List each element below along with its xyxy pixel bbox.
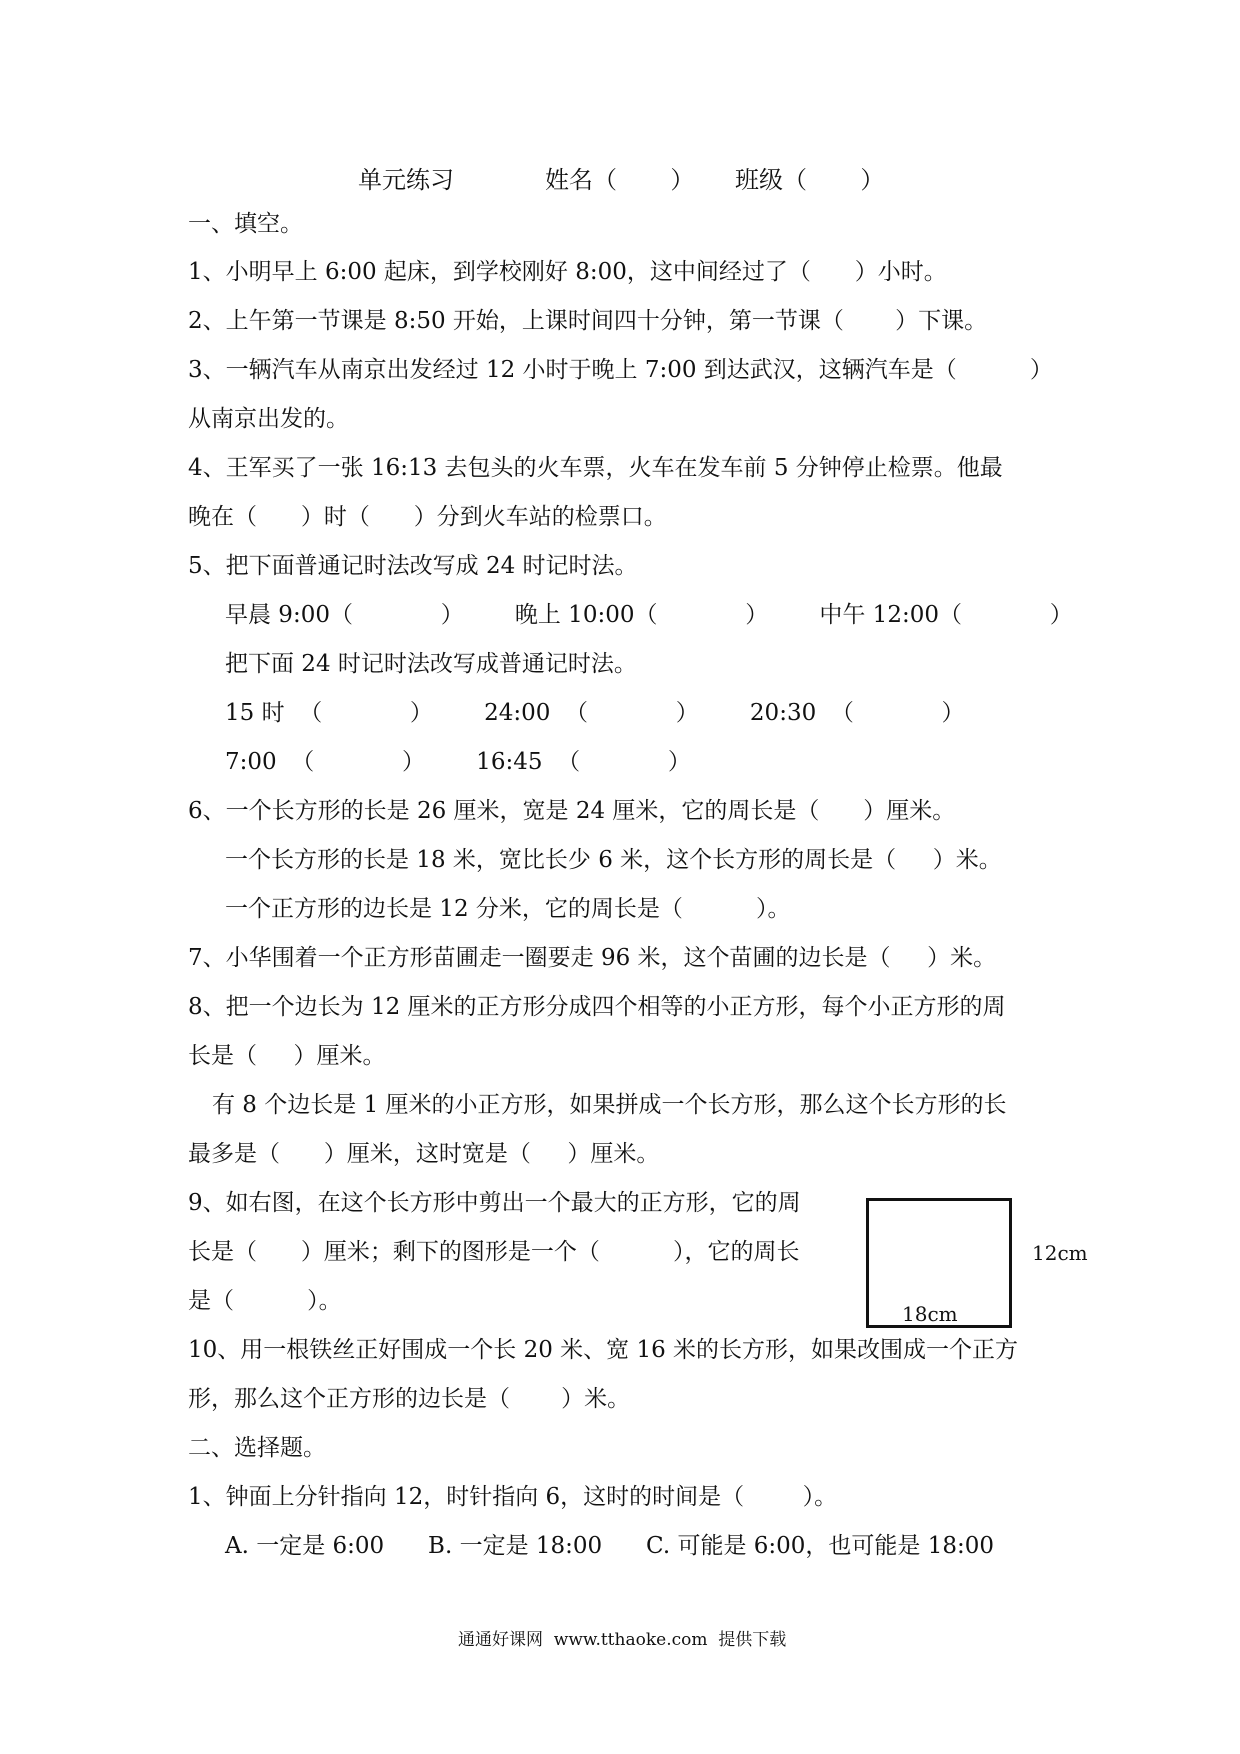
question-8b-line-1: 有 8 个边长是 1 厘米的小正方形，如果拼成一个长方形，那么这个长方形的长 xyxy=(212,1092,1007,1118)
choice-question-1-options: A. 一定是 6:00 B. 一定是 18:00 C. 可能是 6:00，也可能是 18:00 xyxy=(225,1533,994,1559)
question-10-line-1: 10、用一根铁丝正好围成一个长 20 米、宽 16 米的长方形，如果改围成一个正方 xyxy=(188,1337,1019,1363)
question-5-intro-2: 把下面 24 时记时法改写成普通记时法。 xyxy=(225,651,637,677)
footer-credit: 通通好课网 www.tthaoke.com 提供下载 xyxy=(458,1630,787,1650)
question-5-row-2: 15 时 （ ） 24:00 （ ） 20:30 （ ） xyxy=(225,700,965,726)
section-heading-fill-in: 一、填空。 xyxy=(188,211,303,237)
class-field[interactable]: 班级（ ） xyxy=(735,166,885,194)
question-6-line-1: 6、一个长方形的长是 26 厘米，宽是 24 厘米，它的周长是（ ）厘米。 xyxy=(188,798,956,824)
figure-height-label: 12cm xyxy=(1032,1241,1088,1265)
question-4-line-2: 晚在（ ）时（ ）分到火车站的检票口。 xyxy=(188,504,667,530)
question-5-intro: 5、把下面普通记时法改写成 24 时记时法。 xyxy=(188,553,638,579)
question-5-row-1: 早晨 9:00（ ） 晚上 10:00（ ） 中午 12:00（ ） xyxy=(225,602,1073,628)
question-1: 1、小明早上 6:00 起床，到学校刚好 8:00，这中间经过了（ ）小时。 xyxy=(188,259,947,285)
question-9-line-1: 9、如右图，在这个长方形中剪出一个最大的正方形，它的周 xyxy=(188,1190,801,1216)
section-heading-multiple-choice: 二、选择题。 xyxy=(188,1435,326,1461)
question-8-line-2: 长是（ ）厘米。 xyxy=(188,1043,386,1069)
choice-question-1: 1、钟面上分针指向 12，时针指向 6，这时的时间是（ ）。 xyxy=(188,1484,838,1510)
figure-width-label: 18cm xyxy=(902,1302,958,1326)
question-6-line-2: 一个长方形的长是 18 米，宽比长少 6 米，这个长方形的周长是（ ）米。 xyxy=(225,847,1002,873)
question-8-line-1: 8、把一个边长为 12 厘米的正方形分成四个相等的小正方形，每个小正方形的周 xyxy=(188,994,1006,1020)
question-9-line-2: 长是（ ）厘米；剩下的图形是一个（ ），它的周长 xyxy=(188,1239,800,1265)
question-6-line-3: 一个正方形的边长是 12 分米，它的周长是（ ）。 xyxy=(225,896,791,922)
worksheet-title: 单元练习 xyxy=(358,166,454,194)
question-8b-line-2: 最多是（ ）厘米，这时宽是（ ）厘米。 xyxy=(188,1141,660,1167)
question-2: 2、上午第一节课是 8:50 开始，上课时间四十分钟，第一节课（ ）下课。 xyxy=(188,308,988,334)
name-field[interactable]: 姓名（ ） xyxy=(545,166,695,194)
question-3-line-2: 从南京出发的。 xyxy=(188,406,349,432)
question-5-row-3: 7:00 （ ） 16:45 （ ） xyxy=(225,749,691,775)
question-3-line-1: 3、一辆汽车从南京出发经过 12 小时于晚上 7:00 到达武汉，这辆汽车是（ ） xyxy=(188,357,1053,383)
question-9-line-3: 是（ ）。 xyxy=(188,1288,342,1314)
question-7: 7、小华围着一个正方形苗圃走一圈要走 96 米，这个苗圃的边长是（ ）米。 xyxy=(188,945,997,971)
question-10-line-2: 形，那么这个正方形的边长是（ ）米。 xyxy=(188,1386,631,1412)
question-4-line-1: 4、王军买了一张 16:13 去包头的火车票，火车在发车前 5 分钟停止检票。他最 xyxy=(188,455,1003,481)
